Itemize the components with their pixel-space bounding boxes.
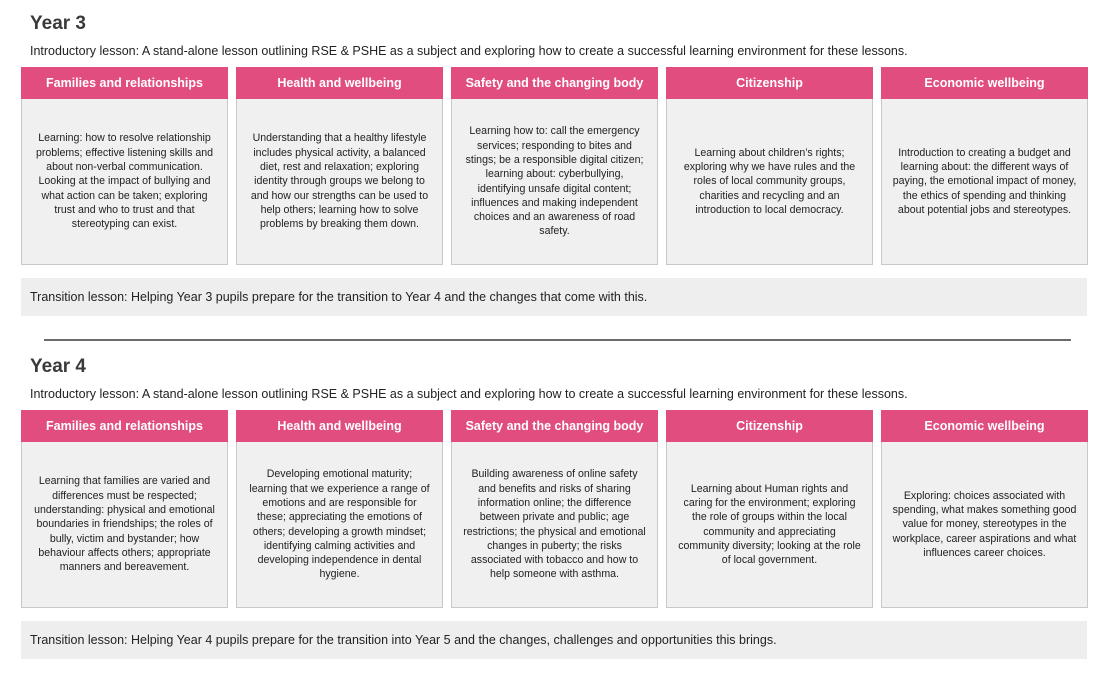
card-header: Safety and the changing body (451, 410, 658, 442)
year-3-title: Year 3 (30, 13, 86, 34)
card-body: Developing emotional maturity; learning that we experience a range of emotions and are responsible for these; appreciating the emotions of others; developing a growth mindset; identifying calming activities and developing independence in dental hygiene. (236, 442, 443, 608)
year-4-card-safety (451, 410, 658, 608)
card-body: Building awareness of online safety and benefits and risks of sharing information online; the difference between private and public; age restrictions; the physical and emotional changes in puberty; the risks associated with tobacco and how to help someone with asthma. (451, 442, 658, 608)
card-header: Economic wellbeing (881, 67, 1088, 99)
year-4-card-economic (881, 410, 1088, 608)
year-4-transition-lesson: Transition lesson: Helping Year 4 pupils prepare for the transition into Year 5 and the changes, challenges and opportunities this brings. (21, 621, 1087, 659)
card-body: Exploring: choices associated with spending, what makes something good value for money, stereotypes in the workplace, career aspirations and what influences career choices. (881, 442, 1088, 608)
year-3-transition-lesson: Transition lesson: Helping Year 3 pupils prepare for the transition to Year 4 and the changes that come with this. (21, 278, 1087, 316)
year-3-card-citizenship (666, 67, 873, 265)
year-4-topic-columns (21, 410, 1088, 608)
year-3-topic-columns (21, 67, 1088, 265)
year-3-card-families (21, 67, 228, 265)
card-header: Health and wellbeing (236, 410, 443, 442)
card-body: Understanding that a healthy lifestyle includes physical activity, a balanced diet, rest and relaxation; exploring identity through groups we belong to and how our strengths can be used to help others; learning how to solve problems by breaking them down. (236, 99, 443, 265)
card-body: Introduction to creating a budget and learning about: the different ways of paying, the emotional impact of money, the ethics of spending and thinking about potential jobs and stereotypes. (881, 99, 1088, 265)
year-4-card-health (236, 410, 443, 608)
year-4-title: Year 4 (30, 356, 86, 377)
card-header: Health and wellbeing (236, 67, 443, 99)
card-body: Learning about Human rights and caring for the environment; exploring the role of groups within the local community and appreciating community diversity; looking at the role of local government. (666, 442, 873, 608)
card-header: Safety and the changing body (451, 67, 658, 99)
year-4-card-citizenship (666, 410, 873, 608)
section-divider (44, 339, 1071, 341)
year-4-card-families (21, 410, 228, 608)
card-body: Learning that families are varied and differences must be respected; understanding: physical and emotional boundaries in friendships; the roles of bully, victim and bystander; how behaviour affects others; appropriate manners and bereavement. (21, 442, 228, 608)
card-header: Economic wellbeing (881, 410, 1088, 442)
year-3-intro-lesson: Introductory lesson: A stand-alone lesson outlining RSE & PSHE as a subject and exploring how to create a successful learning environment for these lessons. (30, 44, 908, 58)
year-3-card-safety (451, 67, 658, 265)
card-header: Families and relationships (21, 67, 228, 99)
year-3-card-health (236, 67, 443, 265)
year-3-card-economic (881, 67, 1088, 265)
card-body: Learning: how to resolve relationship problems; effective listening skills and about non-verbal communication. Looking at the impact of bullying and what action can be taken; exploring trust and who to trust and that stereotyping can exist. (21, 99, 228, 265)
card-header: Families and relationships (21, 410, 228, 442)
card-body: Learning how to: call the emergency services; responding to bites and stings; be a responsible digital citizen; learning about: cyberbullying, identifying unsafe digital content; influences and making independent choices and an awareness of road safety. (451, 99, 658, 265)
card-header: Citizenship (666, 67, 873, 99)
year-4-intro-lesson: Introductory lesson: A stand-alone lesson outlining RSE & PSHE as a subject and exploring how to create a successful learning environment for these lessons. (30, 387, 908, 401)
card-body: Learning about children’s rights; exploring why we have rules and the roles of local community groups, charities and recycling and an introduction to local democracy. (666, 99, 873, 265)
card-header: Citizenship (666, 410, 873, 442)
